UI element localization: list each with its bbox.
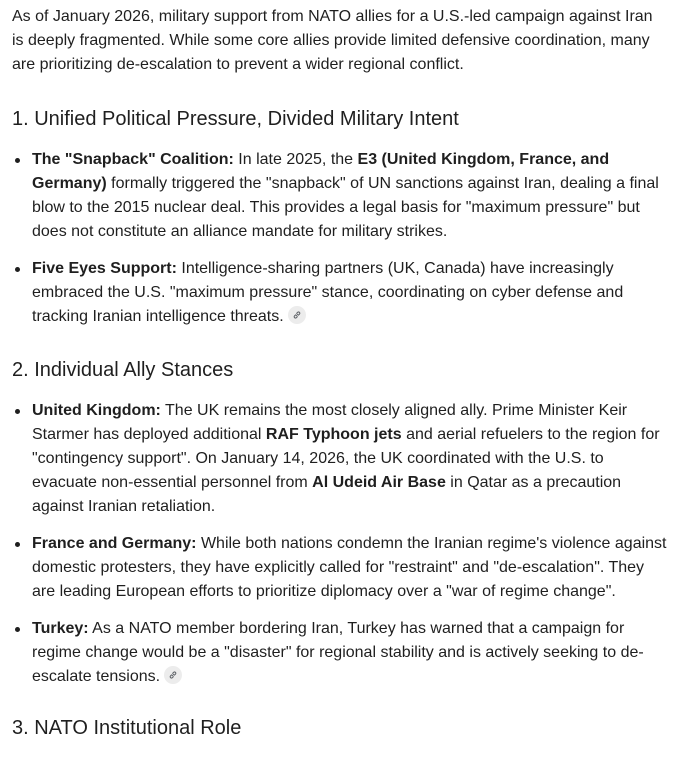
link-icon[interactable]	[164, 666, 182, 684]
section-heading-3: 3. NATO Institutional Role	[12, 717, 242, 739]
section-heading-2: 2. Individual Ally Stances	[12, 359, 234, 381]
item-lead: United Kingdom:	[32, 402, 161, 419]
link-icon[interactable]	[288, 306, 306, 324]
list-item	[12, 399, 667, 519]
item-emphasis: E3 (United Kingdom, France, and Germany)	[32, 151, 610, 192]
item-text: As a NATO member bordering Iran, Turkey has warned that a campaign for regime change would be a "disaster" for regional stability and is actively seeking to de-escalate tensions.	[32, 620, 644, 685]
item-emphasis: Al Udeid Air Base	[312, 474, 446, 491]
section-heading-1: 1. Unified Political Pressure, Divided Military Intent	[12, 108, 459, 130]
section-1-list	[12, 148, 667, 329]
section-2-list	[12, 399, 667, 689]
item-text: While both nations condemn the Iranian regime's violence against domestic protesters, they have explicitly called for "restraint" and "de-escalation". They are leading European efforts to prioritize diplomacy over a "war of regime change".	[32, 535, 667, 600]
item-lead: France and Germany:	[32, 535, 197, 552]
item-text: The UK remains the most closely aligned ally. Prime Minister Keir Starmer has deployed additional	[32, 402, 628, 443]
item-text: and aerial refuelers to the region for "contingency support". On January 14, 2026, the UK coordinated with the U.S. to evacuate non-essential personnel from	[32, 426, 660, 491]
item-text: in Qatar as a precaution against Iranian retaliation.	[32, 474, 622, 515]
item-lead: Turkey:	[32, 620, 89, 637]
list-item	[12, 617, 667, 689]
item-text: formally triggered the "snapback" of UN sanctions against Iran, dealing a final blow to the 2015 nuclear deal. This provides a legal basis for "maximum pressure" but does not constitute an alliance mandate for military strikes.	[32, 175, 659, 240]
list-item	[12, 148, 667, 244]
intro-paragraph: As of January 2026, military support from NATO allies for a U.S.-led campaign against Iran is deeply fragmented. While some core allies provide limited defensive coordination, many are prioritizing de-escalation to prevent a wider regional conflict.	[12, 8, 653, 73]
item-text: In late 2025, the	[233, 151, 358, 168]
list-item	[12, 532, 667, 604]
item-lead: Five Eyes Support:	[32, 260, 177, 277]
item-text: Intelligence-sharing partners (UK, Canada) have increasingly embraced the U.S. "maximum pressure" stance, coordinating on cyber defense and tracking Iranian intelligence threats.	[32, 260, 624, 325]
item-emphasis: RAF Typhoon jets	[265, 426, 402, 443]
item-lead: The "Snapback" Coalition:	[32, 151, 234, 168]
list-item	[12, 257, 667, 329]
